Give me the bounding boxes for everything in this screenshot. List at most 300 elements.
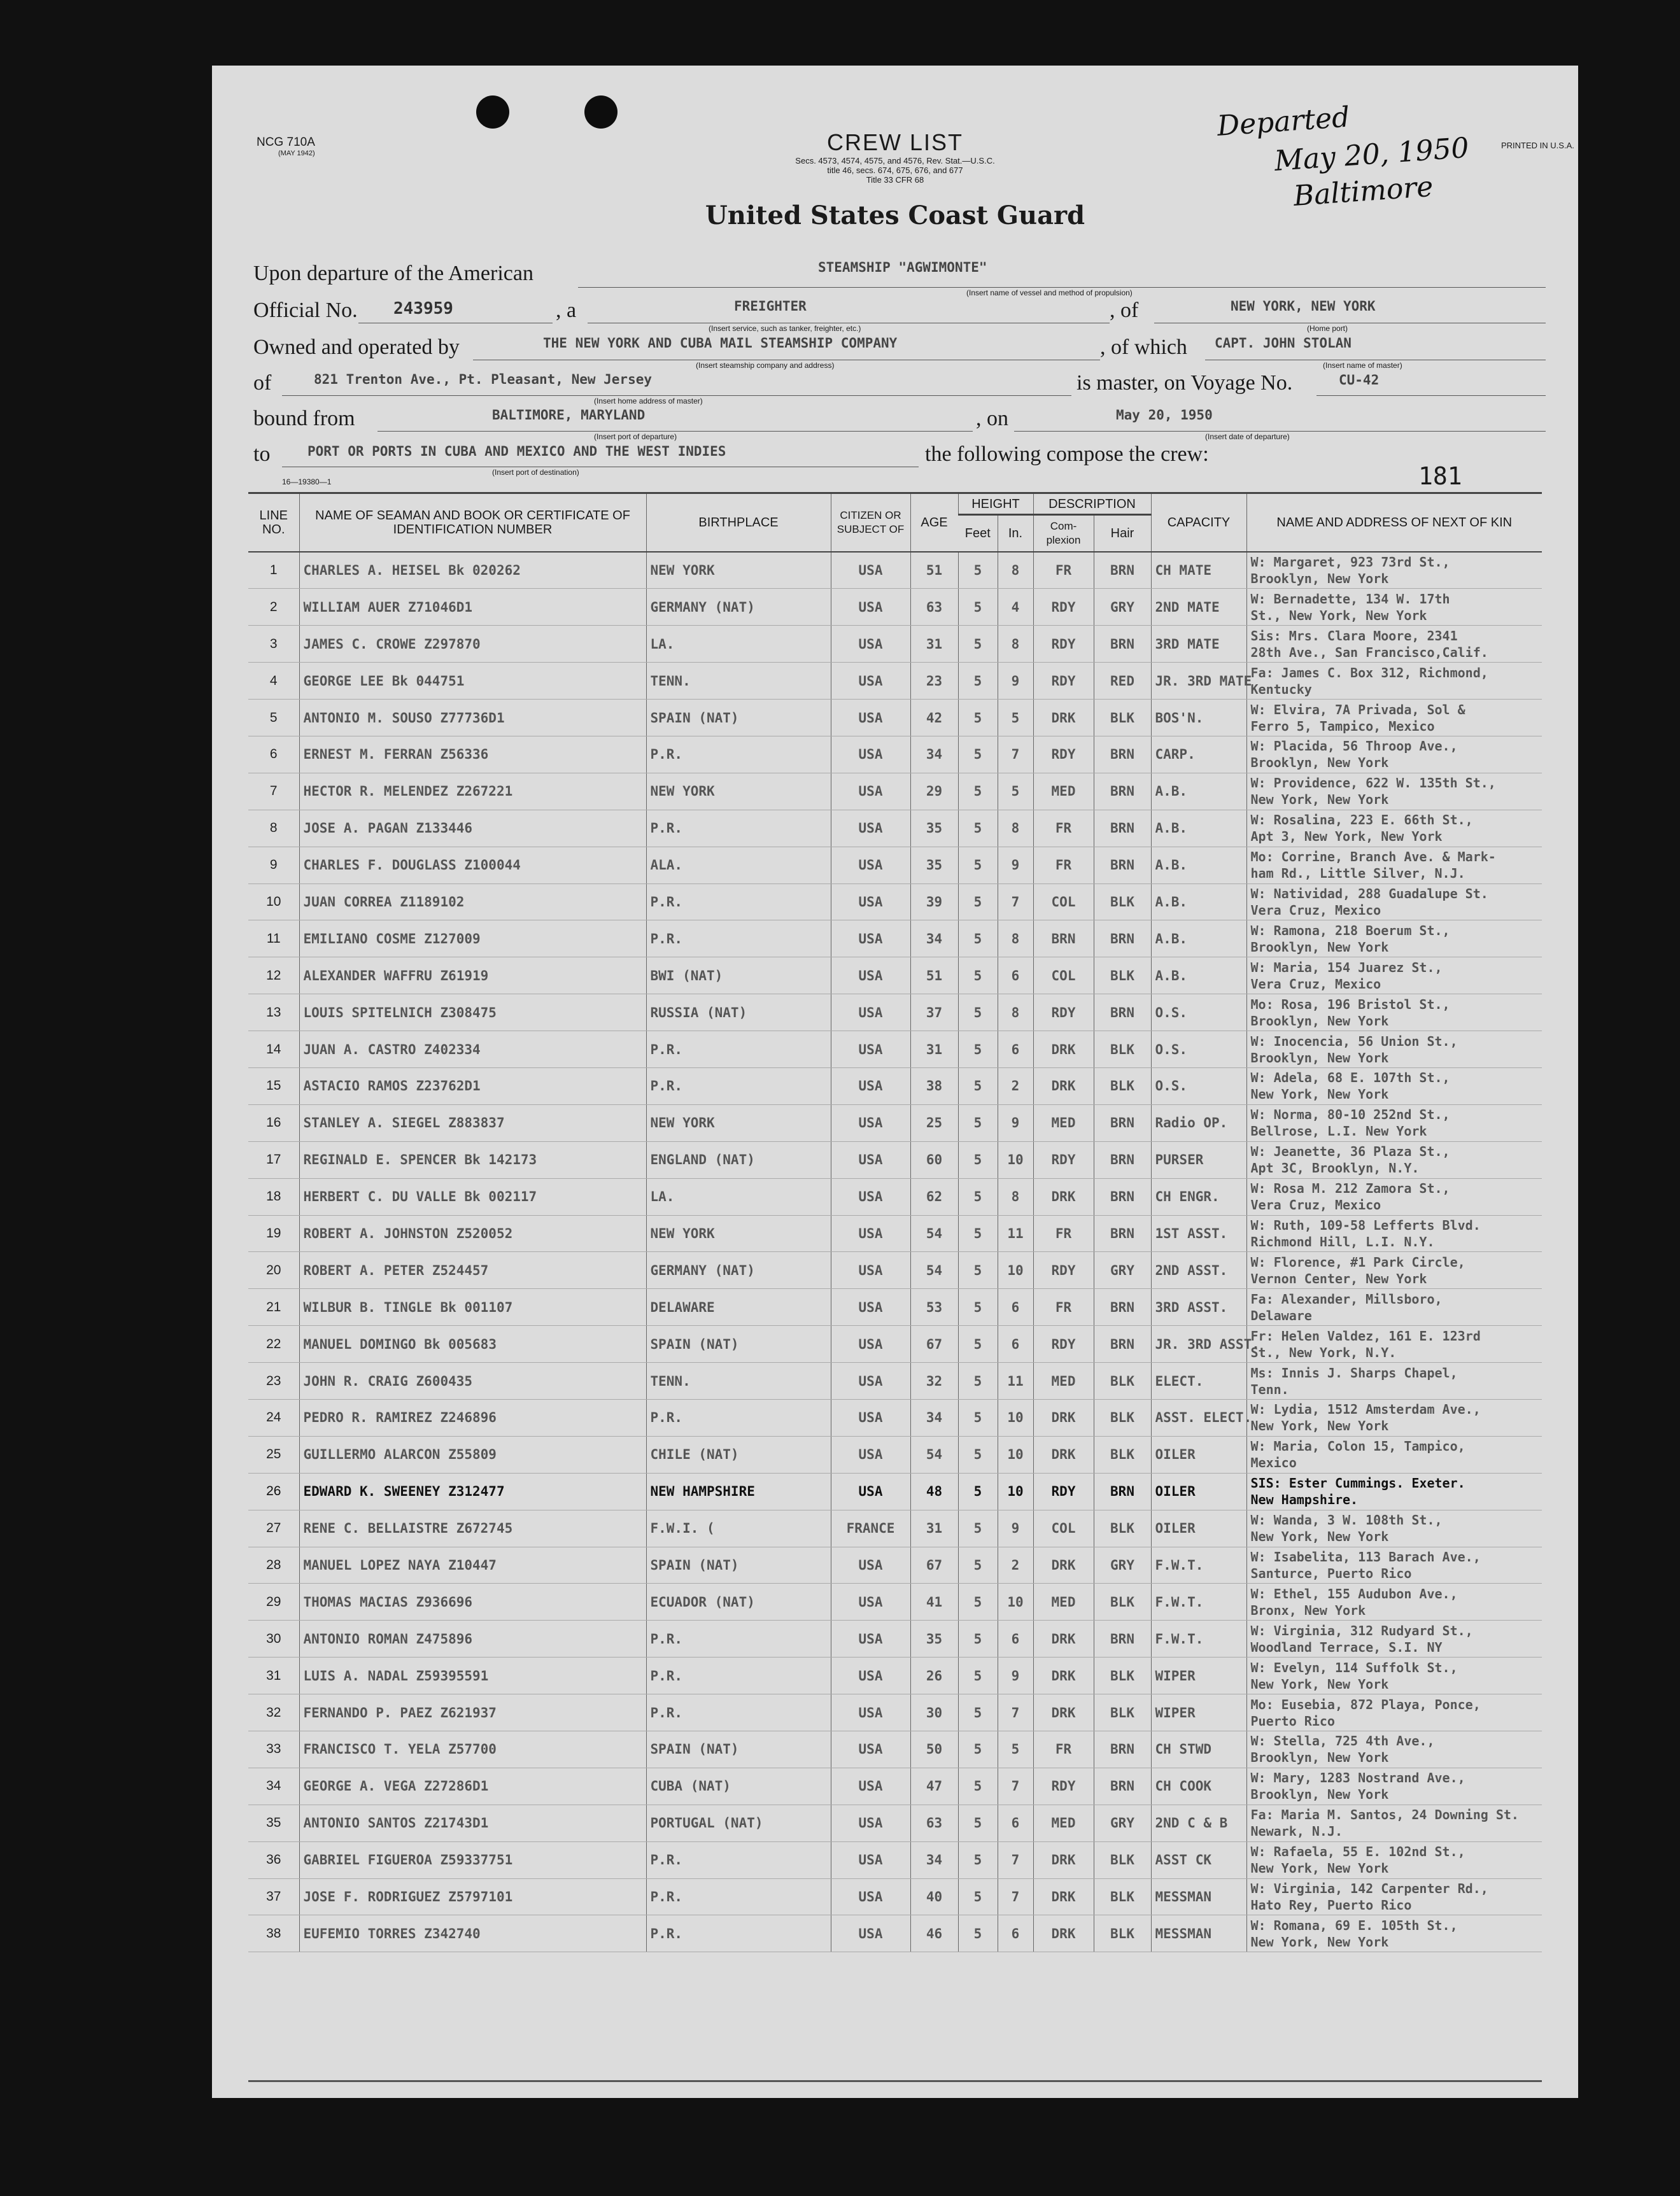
kin-line-2: Santurce, Puerto Rico [1250,1565,1412,1581]
agency-name: United States Coast Guard [705,201,1085,230]
table-row [248,1841,1542,1878]
birthplace-cell: NEW HAMPSHIRE [646,1473,831,1510]
kin-line-2: New York, New York [1250,792,1389,808]
seaman-name-cell [299,1473,646,1510]
line-no-cell: 8 [248,810,299,847]
kin-line-1: W: Romana, 69 E. 105th St., [1250,1917,1458,1933]
seaman-name: THOMAS MACIAS [303,1594,408,1610]
seaman-name-cell [299,920,646,957]
capacity-cell: OILER [1151,1436,1246,1473]
height-inches-cell: 9 [998,1104,1033,1141]
seaman-name-cell [299,700,646,736]
hair-cell: BRN [1094,773,1151,810]
col-description: DESCRIPTION [1033,493,1151,515]
next-of-kin-cell [1246,663,1542,700]
kin-line-1: W: Virginia, 142 Carpenter Rd., [1250,1881,1488,1896]
certificate-number: Z55809 [448,1447,497,1463]
kin-line-2: Bronx, New York [1250,1602,1366,1618]
complexion-cell: DRK [1033,1658,1094,1694]
birthplace-cell: P.R. [646,1841,831,1878]
annotation-line-3: Baltimore [1292,170,1434,213]
form-code: NCG 710A [257,136,315,149]
complexion-cell: FR [1033,810,1094,847]
birthplace-cell: P.R. [646,1694,831,1731]
citizenship-cell: USA [831,626,910,663]
birthplace-cell: P.R. [646,1031,831,1068]
next-of-kin-cell [1246,1547,1542,1584]
kin-line-2: Tenn. [1250,1381,1289,1397]
height-inches-cell: 4 [998,589,1033,626]
destination: PORT OR PORTS IN CUBA AND MEXICO AND THE WEST INDIES [307,444,726,459]
birthplace-cell: P.R. [646,883,831,920]
citizenship-cell: USA [831,1104,910,1141]
table-row [248,1473,1542,1510]
seaman-name-cell [299,663,646,700]
age-cell: 26 [910,1658,958,1694]
voyage-number: CU-42 [1339,372,1380,388]
capacity-cell: MESSMAN [1151,1878,1246,1915]
table-row [248,700,1542,736]
citizenship-cell: USA [831,552,910,589]
hair-cell: GRY [1094,1805,1151,1841]
kin-line-1: SIS: Ester Cummings. Exeter. [1250,1475,1465,1491]
hair-cell: BRN [1094,1621,1151,1658]
seaman-name-cell [299,1878,646,1915]
certificate-number: Z127009 [424,931,481,947]
line-no-cell: 20 [248,1252,299,1289]
height-feet-cell: 5 [958,883,998,920]
kin-line-2: Brooklyn, New York [1250,1050,1389,1066]
capacity-cell: A.B. [1151,847,1246,883]
certificate-number: Z10447 [448,1557,497,1573]
seaman-name: EUFEMIO TORRES [303,1925,416,1941]
capacity-cell: ELECT. [1151,1363,1246,1400]
capacity-cell: Radio OP. [1151,1104,1246,1141]
seaman-name: JUAN A. CASTRO [303,1041,416,1057]
height-feet-cell: 5 [958,1584,998,1621]
kin-line-2: Brooklyn, New York [1250,939,1389,955]
certificate-number: Bk 005683 [424,1336,497,1352]
hair-cell: BLK [1094,1510,1151,1547]
kin-line-2: Brooklyn, New York [1250,1787,1389,1803]
seaman-name: JOSE A. PAGAN [303,820,408,836]
height-inches-cell: 8 [998,552,1033,589]
height-feet-cell: 5 [958,920,998,957]
table-row [248,1399,1542,1436]
height-inches-cell: 6 [998,1031,1033,1068]
hair-cell: GRY [1094,589,1151,626]
col-hair: Hair [1094,515,1151,552]
seaman-name: STANLEY A. SIEGEL [303,1115,441,1131]
line-no-cell: 34 [248,1768,299,1805]
master-address: 821 Trenton Ave., Pt. Pleasant, New Jersey [314,372,653,387]
citizenship-cell: USA [831,589,910,626]
age-cell: 39 [910,883,958,920]
certificate-number: Z61919 [440,968,489,983]
capacity-cell: O.S. [1151,1031,1246,1068]
height-inches-cell: 7 [998,736,1033,773]
seaman-name-cell [299,1215,646,1252]
citizenship-cell: USA [831,1915,910,1952]
age-cell: 37 [910,994,958,1031]
seaman-name: ROBERT A. JOHNSTON [303,1225,449,1241]
complexion-cell: RDY [1033,663,1094,700]
kin-line-2: Richmond Hill, L.I. N.Y. [1250,1234,1435,1249]
certificate-number: Bk 142173 [464,1152,537,1168]
height-feet-cell: 5 [958,1252,998,1289]
citizenship-cell: USA [831,957,910,994]
kin-line-2: ham Rd., Little Silver, N.J. [1250,866,1465,882]
seaman-name: LOUIS SPITELNICH [303,1004,432,1020]
age-cell: 67 [910,1547,958,1584]
age-cell: 60 [910,1141,958,1178]
complexion-cell: DRK [1033,1067,1094,1104]
citizenship-cell: USA [831,1473,910,1510]
kin-line-2: New York, New York [1250,1934,1389,1950]
table-row [248,1436,1542,1473]
seaman-name-cell [299,1399,646,1436]
line-no-cell: 14 [248,1031,299,1068]
seaman-name-cell [299,1841,646,1878]
complexion-cell: FR [1033,847,1094,883]
next-of-kin-cell [1246,1436,1542,1473]
birthplace-cell: NEW YORK [646,552,831,589]
complexion-cell: MED [1033,1584,1094,1621]
birthplace-cell: TENN. [646,1363,831,1400]
kin-line-1: W: Evelyn, 114 Suffolk St., [1250,1659,1458,1675]
seaman-name: ANTONIO SANTOS [303,1815,416,1831]
next-of-kin-cell [1246,1621,1542,1658]
next-of-kin-cell [1246,883,1542,920]
col-birthplace: BIRTHPLACE [646,493,831,552]
owned-label: Owned and operated by [253,335,460,359]
seaman-name: GUILLERMO ALARCON [303,1447,441,1463]
certificate-number: Z308475 [440,1004,497,1020]
hair-cell: BLK [1094,1658,1151,1694]
seaman-name: FERNANDO P. PAEZ [303,1705,432,1721]
seaman-name-cell [299,883,646,920]
capacity-cell: F.W.T. [1151,1547,1246,1584]
complexion-cell: DRK [1033,1547,1094,1584]
seaman-name-cell [299,1252,646,1289]
seaman-name-cell [299,1436,646,1473]
age-cell: 54 [910,1252,958,1289]
seaman-name: ASTACIO RAMOS [303,1078,408,1094]
seaman-name-cell [299,626,646,663]
kin-line-1: W: Placida, 56 Throop Ave., [1250,738,1458,754]
certificate-number: Bk 001107 [440,1299,513,1315]
hair-cell: BRN [1094,1289,1151,1326]
line-no-cell: 22 [248,1326,299,1363]
vessel-hint: (Insert name of vessel and method of propulsion) [966,288,1133,297]
kin-line-2: Delaware [1250,1307,1312,1323]
form-title: CREW LIST [826,129,963,155]
birthplace-cell: PORTUGAL (NAT) [646,1805,831,1841]
next-of-kin-cell [1246,1915,1542,1952]
capacity-cell: MESSMAN [1151,1915,1246,1952]
certificate-number: Z621937 [440,1705,497,1721]
birthplace-cell: NEW YORK [646,773,831,810]
kin-line-1: W: Ethel, 155 Audubon Ave., [1250,1586,1458,1601]
height-feet-cell: 5 [958,626,998,663]
next-of-kin-cell [1246,736,1542,773]
next-of-kin-cell [1246,1178,1542,1215]
kin-line-2: New York, New York [1250,1418,1389,1434]
kin-line-1: W: Rosalina, 223 E. 66th St., [1250,812,1473,828]
citizenship-cell: USA [831,736,910,773]
vessel-service: FREIGHTER [734,299,807,314]
kin-line-1: W: Wanda, 3 W. 108th St., [1250,1512,1443,1528]
age-cell: 40 [910,1878,958,1915]
next-of-kin-cell [1246,1473,1542,1510]
kin-line-2: Mexico [1250,1455,1297,1471]
age-cell: 35 [910,810,958,847]
certificate-number: Z21743D1 [424,1815,489,1831]
height-inches-cell: 8 [998,810,1033,847]
next-of-kin-cell [1246,920,1542,957]
complexion-cell: COL [1033,883,1094,920]
table-row [248,810,1542,847]
birthplace-cell: RUSSIA (NAT) [646,994,831,1031]
hair-cell: RED [1094,663,1151,700]
certificate-number: Z600435 [416,1373,473,1389]
line-no-cell: 1 [248,552,299,589]
age-cell: 34 [910,736,958,773]
seaman-name: ERNEST M. FERRAN [303,747,432,763]
age-cell: 31 [910,1031,958,1068]
table-row [248,1326,1542,1363]
citizenship-cell: USA [831,773,910,810]
kin-line-1: W: Lydia, 1512 Amsterdam Ave., [1250,1402,1481,1418]
capacity-cell: JR. 3RD ASST. [1151,1326,1246,1363]
height-feet-cell: 5 [958,1399,998,1436]
next-of-kin-cell [1246,1805,1542,1841]
capacity-cell: BOS'N. [1151,700,1246,736]
height-inches-cell: 9 [998,663,1033,700]
age-cell: 67 [910,1326,958,1363]
height-inches-cell: 10 [998,1141,1033,1178]
complexion-cell: DRK [1033,700,1094,736]
birthplace-cell: ENGLAND (NAT) [646,1141,831,1178]
birthplace-cell: CHILE (NAT) [646,1436,831,1473]
kin-line-1: W: Ramona, 218 Boerum St., [1250,922,1450,938]
kin-line-2: New York, New York [1250,1529,1389,1545]
seaman-name: WILLIAM AUER [303,599,400,615]
table-row [248,1215,1542,1252]
seaman-name: GEORGE LEE [303,673,384,689]
seaman-name-cell [299,1621,646,1658]
seaman-name: CHARLES A. HEISEL [303,562,441,578]
birthplace-cell: P.R. [646,810,831,847]
table-row [248,663,1542,700]
certificate-number: Bk 002117 [464,1189,537,1205]
handwritten-departure-note [1180,91,1536,218]
capacity-cell: OILER [1151,1510,1246,1547]
complexion-cell: DRK [1033,1031,1094,1068]
complexion-cell: FR [1033,1215,1094,1252]
height-inches-cell: 8 [998,626,1033,663]
age-cell: 30 [910,1694,958,1731]
table-row [248,1878,1542,1915]
complexion-cell: RDY [1033,626,1094,663]
birthplace-cell: DELAWARE [646,1289,831,1326]
next-of-kin-cell [1246,1510,1542,1547]
table-row [248,589,1542,626]
height-inches-cell: 11 [998,1215,1033,1252]
birthplace-cell: P.R. [646,1878,831,1915]
height-feet-cell: 5 [958,1031,998,1068]
kin-line-1: W: Mary, 1283 Nostrand Ave., [1250,1770,1465,1786]
citizenship-cell: USA [831,994,910,1031]
next-of-kin-cell [1246,1363,1542,1400]
age-cell: 34 [910,1399,958,1436]
hair-cell: BRN [1094,552,1151,589]
height-feet-cell: 5 [958,1141,998,1178]
capacity-cell: 1ST ASST. [1151,1215,1246,1252]
height-inches-cell: 9 [998,847,1033,883]
kin-line-1: Sis: Mrs. Clara Moore, 2341 [1250,628,1458,644]
service-hint: (Insert service, such as tanker, freighter, etc.) [709,324,861,333]
next-of-kin-cell [1246,1694,1542,1731]
table-row [248,1363,1542,1400]
seaman-name-cell [299,1915,646,1952]
master-address-hint: (Insert home address of master) [594,397,703,405]
kin-line-2: 28th Ave., San Francisco,Calif. [1250,644,1488,660]
line-no-cell: 18 [248,1178,299,1215]
height-feet-cell: 5 [958,1473,998,1510]
seaman-name-cell [299,1178,646,1215]
height-inches-cell: 7 [998,1694,1033,1731]
kin-line-1: W: Jeanette, 36 Plaza St., [1250,1144,1450,1160]
company-name: THE NEW YORK AND CUBA MAIL STEAMSHIP COMPANY [543,335,898,351]
col-citizen: CITIZEN OR SUBJECT OF [831,493,910,552]
certificate-number: Z672745 [456,1521,513,1537]
birthplace-cell: CUBA (NAT) [646,1768,831,1805]
kin-line-2: St., New York, N.Y. [1250,1344,1397,1360]
capacity-cell: A.B. [1151,810,1246,847]
capacity-cell: O.S. [1151,1067,1246,1104]
departure-date-hint: (Insert date of departure) [1205,432,1290,441]
of-which-label: , of which [1100,335,1187,359]
citizenship-cell: USA [831,1731,910,1768]
form-date: (MAY 1942) [278,150,315,157]
complexion-cell: DRK [1033,1878,1094,1915]
kin-line-2: Apt 3, New York, New York [1250,829,1443,845]
birthplace-cell: P.R. [646,1658,831,1694]
height-inches-cell: 8 [998,920,1033,957]
capacity-cell: F.W.T. [1151,1584,1246,1621]
col-inches: In. [998,515,1033,552]
kin-line-1: W: Ruth, 109-58 Lefferts Blvd. [1250,1217,1481,1233]
seaman-name: JOHN R. CRAIG [303,1373,408,1389]
official-number: 243959 [393,299,453,318]
kin-line-2: Vernon Center, New York [1250,1270,1427,1286]
seaman-name-cell [299,994,646,1031]
next-of-kin-cell [1246,1067,1542,1104]
height-feet-cell: 5 [958,736,998,773]
height-feet-cell: 5 [958,994,998,1031]
citizenship-cell: USA [831,700,910,736]
birthplace-cell: GERMANY (NAT) [646,589,831,626]
citizenship-cell: USA [831,1621,910,1658]
citizenship-cell: USA [831,1878,910,1915]
citizenship-cell: USA [831,847,910,883]
citizenship-cell: USA [831,883,910,920]
seaman-name-cell [299,1658,646,1694]
seaman-name: ANTONIO ROMAN [303,1631,408,1647]
citizenship-cell: USA [831,1289,910,1326]
capacity-cell: O.S. [1151,994,1246,1031]
certificate-number: Z402334 [424,1041,481,1057]
to-label: to [253,442,271,466]
age-cell: 54 [910,1215,958,1252]
next-of-kin-cell [1246,957,1542,994]
seaman-name-cell [299,1584,646,1621]
seaman-name: JAMES C. CROWE [303,636,416,652]
kin-line-1: W: Providence, 622 W. 135th St., [1250,775,1496,791]
table-row [248,1141,1542,1178]
height-inches-cell: 6 [998,957,1033,994]
seaman-name: GABRIEL FIGUEROA [303,1852,432,1868]
birthplace-cell: P.R. [646,1067,831,1104]
capacity-cell: ASST CK [1151,1841,1246,1878]
age-cell: 51 [910,552,958,589]
kin-line-2: Puerto Rico [1250,1713,1335,1729]
height-feet-cell: 5 [958,847,998,883]
seaman-name-cell [299,1031,646,1068]
age-cell: 42 [910,700,958,736]
crew-list-page [212,66,1578,2098]
birthplace-cell: BWI (NAT) [646,957,831,994]
kin-line-1: W: Adela, 68 E. 107th St., [1250,1070,1450,1086]
seaman-name-cell [299,1067,646,1104]
age-cell: 63 [910,589,958,626]
certificate-number: Z77736D1 [440,710,505,726]
departure-port: BALTIMORE, MARYLAND [492,407,646,423]
kin-line-1: Fa: Maria M. Santos, 24 Downing St. [1250,1807,1519,1823]
company-hint: (Insert steamship company and address) [696,361,835,370]
kin-line-2: Brooklyn, New York [1250,1750,1389,1766]
next-of-kin-cell [1246,1399,1542,1436]
seaman-name: HECTOR R. MELENDEZ [303,784,449,799]
kin-line-2: Newark, N.J. [1250,1824,1343,1840]
capacity-cell: F.W.T. [1151,1621,1246,1658]
height-feet-cell: 5 [958,552,998,589]
citizenship-cell: USA [831,1031,910,1068]
certificate-number: Bk 044751 [392,673,465,689]
seaman-name: EMILIANO COSME [303,931,416,947]
height-feet-cell: 5 [958,957,998,994]
line-no-cell: 38 [248,1915,299,1952]
seaman-name: ROBERT A. PETER [303,1262,425,1278]
seaman-name-cell [299,1768,646,1805]
hair-cell: BRN [1094,920,1151,957]
birthplace-cell: P.R. [646,1399,831,1436]
height-inches-cell: 5 [998,1731,1033,1768]
master-hint: (Insert name of master) [1323,361,1402,370]
height-inches-cell: 6 [998,1326,1033,1363]
complexion-cell: COL [1033,957,1094,994]
age-cell: 23 [910,663,958,700]
kin-line-2: Vera Cruz, Mexico [1250,902,1381,918]
seaman-name: WILBUR B. TINGLE [303,1299,432,1315]
height-feet-cell: 5 [958,1768,998,1805]
kin-line-1: W: Natividad, 288 Guadalupe St. [1250,885,1488,901]
line-no-cell: 11 [248,920,299,957]
next-of-kin-cell [1246,1878,1542,1915]
certificate-number: Z71046D1 [407,599,473,615]
seaman-name: EDWARD K. SWEENEY [303,1484,441,1500]
